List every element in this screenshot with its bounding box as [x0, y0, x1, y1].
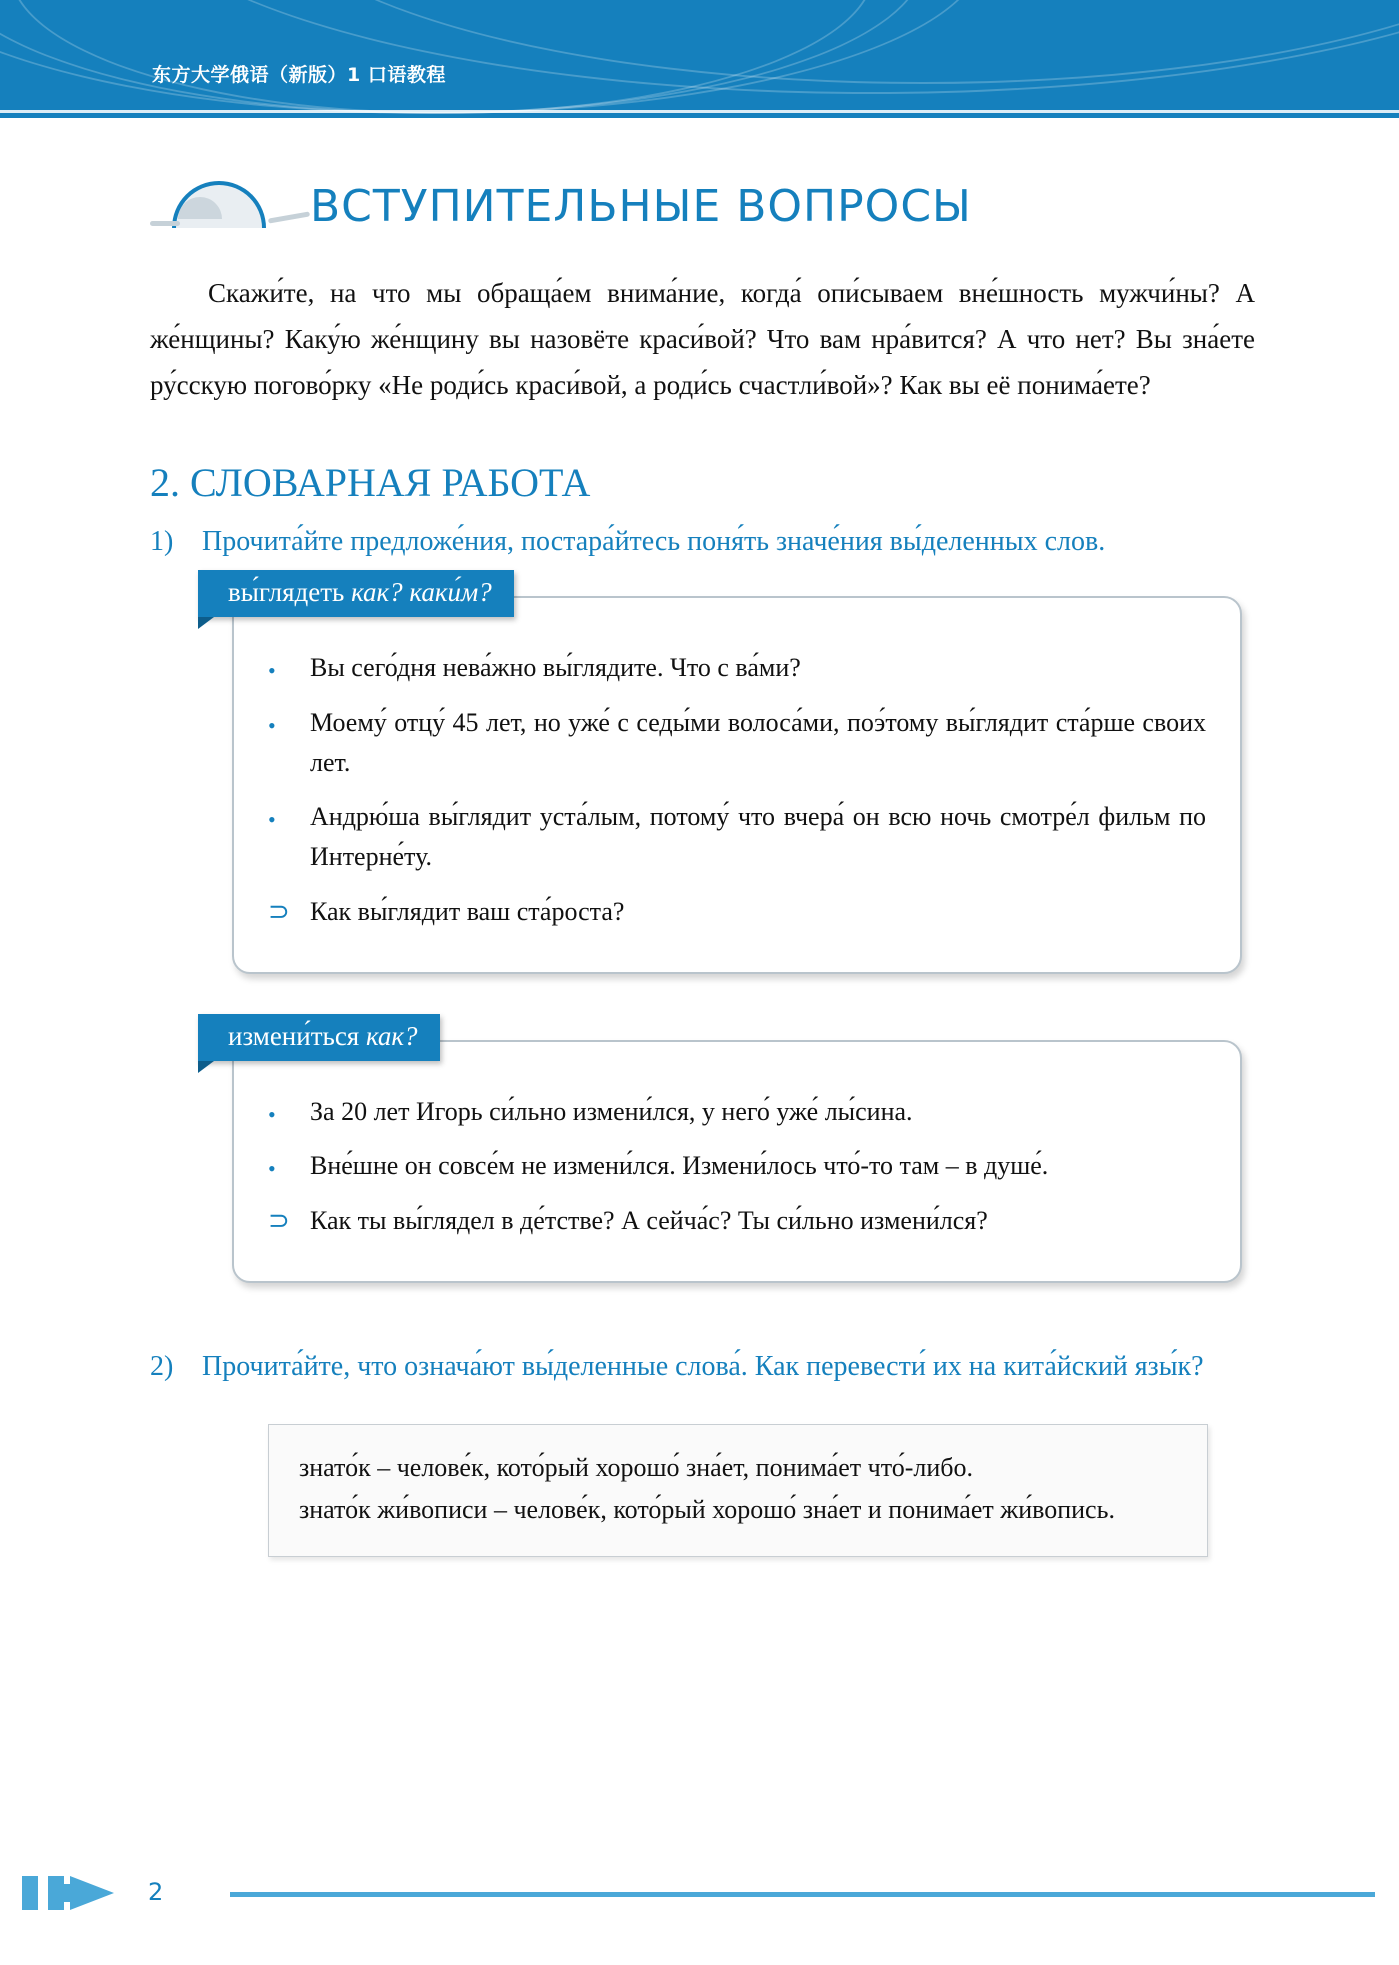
header-inner-rule	[0, 110, 1399, 113]
task-2-number: 2)	[150, 1350, 174, 1382]
book-title: 东方大学俄语（新版）1 口语教程	[152, 64, 446, 86]
page-header-band	[0, 0, 1399, 118]
list-item	[268, 703, 1206, 784]
definition-line: знато́к жи́вописи – челове́к, кото́рый хорошо́ зна́ет и понима́ет жи́вопись.	[299, 1495, 1115, 1525]
vocabulary-box-1-tab	[198, 570, 514, 617]
sunrise-ray-left	[150, 221, 180, 226]
definition-line: знато́к – челове́к, кото́рый хорошо́ зна́ет, понима́ет что́-либо.	[299, 1452, 973, 1482]
footer-rule	[230, 1892, 1375, 1897]
page-content	[0, 125, 1399, 1557]
intro-paragraph: Скажи́те, на что мы обраща́ем внима́ние, когда́ опи́сываем вне́шность мужчи́ны? А же́нщины? Каку́ю же́нщину вы назовёте краси́вой? Что вам нра́вится? А что нет? Вы зна́ете ру́сскую погово́рку «Не роди́сь краси́вой, а роди́сь счастли́вой»? Как вы её понима́ете?	[150, 278, 1255, 400]
list-item-text: Андрю́ша вы́глядит уста́лым, потому́ что вчера́ он всю ночь смотре́л фильм по Интерне́ту.	[310, 802, 1206, 872]
list-item-text: Как вы́глядит ваш ста́роста?	[310, 896, 625, 926]
sunrise-ray-right	[268, 211, 310, 223]
footer-bar-2	[48, 1876, 64, 1910]
list-item-text: За 20 лет Игорь си́льно измени́лся, у него́ уже́ лы́сина.	[310, 1097, 913, 1127]
list-item-text: Вне́шне он совсе́м не измени́лся. Измени́лось что́-то там – в душе́.	[310, 1151, 1049, 1181]
bullet-dot-icon: •	[268, 807, 276, 833]
box-2-tab-plain: измени́ться	[228, 1021, 366, 1052]
vocabulary-box-1	[228, 577, 1242, 974]
list-item	[268, 648, 1206, 688]
footer-arrow-icon	[70, 1876, 114, 1910]
bullet-dot-icon: •	[268, 658, 276, 684]
task-item-2	[150, 1347, 1255, 1388]
list-item	[268, 797, 1206, 878]
bullet-dot-icon: •	[268, 712, 276, 738]
task-2-text: Прочита́йте, что означа́ют вы́деленные слова́. Как перевести́ их на кита́йский язы́к?	[202, 1350, 1204, 1382]
list-item	[268, 1092, 1206, 1132]
list-item-text: Как ты вы́глядел в де́тстве? А сейча́с? Ты си́льно измени́лся?	[310, 1205, 988, 1235]
list-item	[268, 892, 1206, 932]
list-item-text: Вы сего́дня нева́жно вы́глядите. Что с ва́ми?	[310, 653, 801, 683]
vocabulary-box-2	[228, 1021, 1242, 1283]
task-1-text: Прочита́йте предложе́ния, постара́йтесь поня́ть значе́ния вы́деленных слов.	[202, 525, 1106, 557]
list-item	[268, 1146, 1206, 1186]
box-1-tab-plain: вы́глядеть	[228, 577, 352, 608]
box-1-tab-italic: как? каки́м?	[351, 577, 492, 608]
bullet-dot-icon: •	[268, 1156, 276, 1182]
list-item-text: Моему́ отцу́ 45 лет, но уже́ с седы́ми волоса́ми, поэ́тому вы́глядит ста́рше своих лет.	[310, 707, 1206, 777]
list-item	[268, 1201, 1206, 1241]
page-footer	[0, 1862, 1399, 1932]
page-number: 2	[148, 1878, 164, 1906]
loop-arrow-icon: ⊃	[268, 1205, 290, 1235]
task-1-number: 1)	[150, 525, 174, 557]
box-2-tab-italic: как?	[365, 1021, 418, 1052]
chapter-title: 2. СЛОВАРНАЯ РАБОТА	[150, 459, 591, 505]
section-title: ВСТУПИТЕЛЬНЫЕ ВОПРОСЫ	[310, 180, 972, 232]
vocabulary-box-2-tab	[198, 1014, 440, 1061]
bullet-dot-icon: •	[268, 1102, 276, 1128]
footer-bar-1	[22, 1876, 38, 1910]
definition-box	[268, 1424, 1208, 1558]
loop-arrow-icon: ⊃	[268, 896, 290, 926]
sunrise-icon	[150, 175, 310, 237]
section-heading	[150, 175, 1399, 237]
task-item-1	[150, 522, 1255, 563]
